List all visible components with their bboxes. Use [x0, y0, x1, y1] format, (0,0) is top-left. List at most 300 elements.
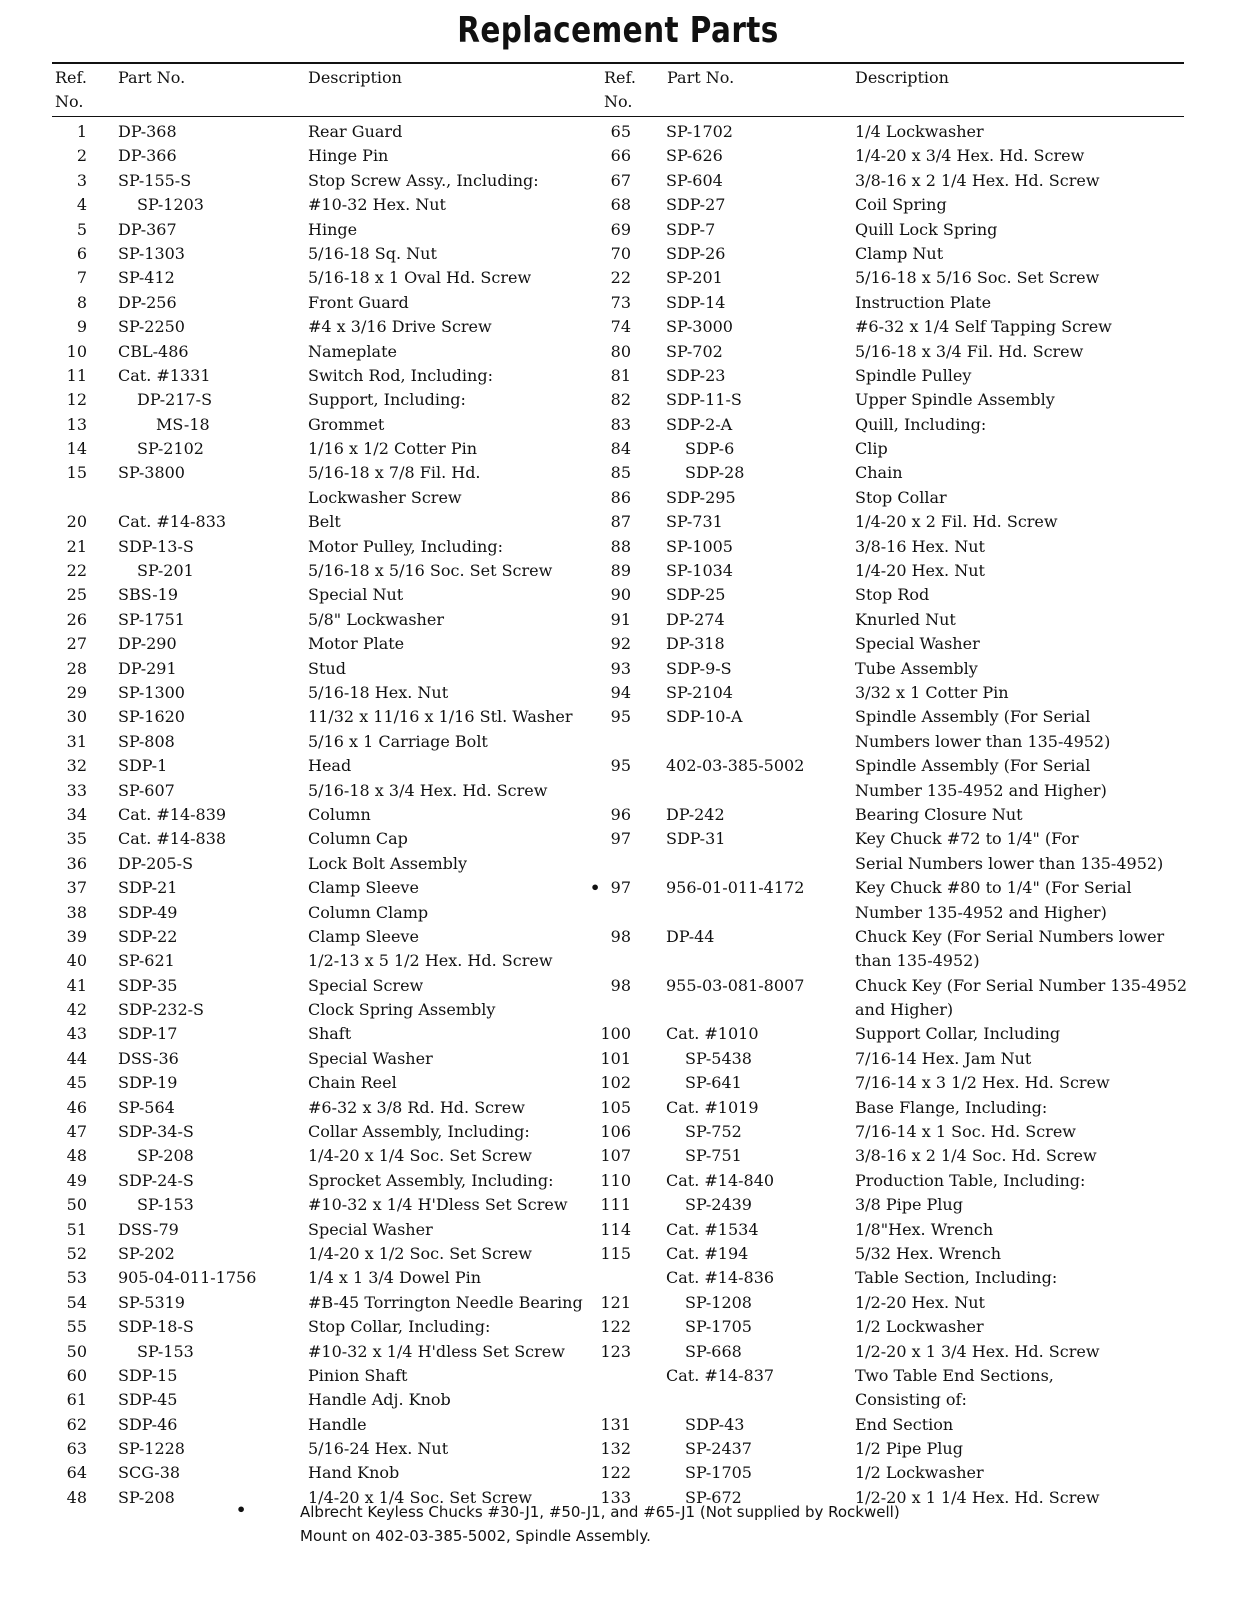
ref-number: 14: [66, 439, 87, 459]
part-description: Quill, Including:: [855, 414, 987, 434]
part-number: Cat. #14-837: [666, 1365, 775, 1385]
part-number: SP-2104: [666, 682, 733, 702]
part-description: Instruction Plate: [855, 292, 992, 312]
part-number: SP-751: [685, 1146, 742, 1166]
part-number: SP-1203: [137, 195, 204, 215]
part-description: Quill Lock Spring: [855, 219, 998, 239]
ref-number: 15: [66, 463, 87, 483]
table-row: [590, 827, 1230, 851]
part-description: Front Guard: [308, 292, 409, 312]
ref-number: 28: [66, 658, 87, 678]
part-description: Stop Screw Assy., Including:: [308, 170, 539, 190]
table-row: [0, 461, 600, 485]
ref-number: 93: [610, 658, 631, 678]
table-row: [0, 1193, 600, 1217]
part-number: SP-2102: [137, 439, 204, 459]
table-row: [590, 193, 1230, 217]
ref-number: 69: [610, 219, 631, 239]
table-row: [0, 242, 600, 266]
part-description: Number 135-4952 and Higher): [855, 780, 1107, 800]
part-number: SDP-24-S: [118, 1170, 194, 1190]
part-number: DP-44: [666, 926, 715, 946]
table-row: [590, 461, 1230, 485]
part-description: 5/16 x 1 Carriage Bolt: [308, 731, 488, 751]
ref-number: 40: [66, 951, 87, 971]
part-number: SP-208: [118, 1487, 175, 1507]
part-number: SP-1620: [118, 707, 185, 727]
ref-number: 133: [600, 1487, 631, 1507]
part-number: DP-205-S: [118, 853, 194, 873]
part-description: Serial Numbers lower than 135-4952): [855, 853, 1164, 873]
part-number: 905-04-011-1756: [118, 1268, 257, 1288]
table-row: [590, 974, 1230, 998]
part-number: Cat. #14-833: [118, 512, 227, 532]
part-description: Handle Adj. Knob: [308, 1390, 451, 1410]
part-description: Belt: [308, 512, 341, 532]
table-row: [0, 1340, 600, 1364]
part-number: SCG-38: [118, 1463, 181, 1483]
part-number: SDP-31: [666, 829, 726, 849]
right-part-header: Part No.: [667, 68, 735, 87]
header-top-rule: [52, 62, 1184, 64]
ref-number: 8: [76, 292, 87, 312]
part-number: SP-208: [137, 1146, 194, 1166]
part-description: #10-32 Hex. Nut: [308, 195, 446, 215]
ref-number: 94: [610, 682, 631, 702]
table-row: [0, 1364, 600, 1388]
part-number: SDP-18-S: [118, 1317, 194, 1337]
part-number: SP-412: [118, 268, 175, 288]
left-ref-header-line2: No.: [55, 92, 84, 111]
table-row: [0, 388, 600, 412]
ref-number: 106: [600, 1122, 631, 1142]
ref-number: 49: [66, 1170, 87, 1190]
part-number: SDP-35: [118, 975, 178, 995]
part-description: #10-32 x 1/4 H'dless Set Screw: [308, 1341, 565, 1361]
ref-number: 80: [610, 341, 631, 361]
ref-number: 53: [66, 1268, 87, 1288]
table-row: [0, 1266, 600, 1290]
part-description: Lock Bolt Assembly: [308, 853, 468, 873]
part-number: DP-242: [666, 804, 725, 824]
table-row: [0, 291, 600, 315]
table-row: [0, 1218, 600, 1242]
part-description: 1/4-20 x 1/4 Soc. Set Screw: [308, 1487, 532, 1507]
ref-number: 3: [76, 170, 87, 190]
part-description: Spindle Pulley: [855, 365, 972, 385]
right-ref-header: [604, 66, 636, 114]
part-description: 1/4-20 x 1/2 Soc. Set Screw: [308, 1243, 532, 1263]
ref-number: 34: [66, 804, 87, 824]
ref-number: 45: [66, 1073, 87, 1093]
table-row: [0, 1461, 600, 1485]
ref-number: 30: [66, 707, 87, 727]
ref-number: 110: [600, 1170, 631, 1190]
part-number: SP-2439: [685, 1195, 752, 1215]
ref-number: 132: [600, 1439, 631, 1459]
part-description: Consisting of:: [855, 1390, 967, 1410]
table-row: [590, 754, 1230, 778]
part-description: Table Section, Including:: [855, 1268, 1058, 1288]
ref-number: 41: [66, 975, 87, 995]
part-number: MS-18: [156, 414, 210, 434]
table-row: [590, 925, 1230, 949]
part-description: Column Cap: [308, 829, 408, 849]
ref-number: 62: [66, 1414, 87, 1434]
table-row: [590, 949, 1230, 973]
part-number: SP-5319: [118, 1292, 185, 1312]
left-ref-header: [55, 66, 87, 114]
ref-number: 81: [610, 365, 631, 385]
table-row: [0, 1388, 600, 1412]
part-number: DP-318: [666, 634, 725, 654]
ref-number: 121: [600, 1292, 631, 1312]
part-number: Cat. #14-839: [118, 804, 227, 824]
part-description: 7/16-14 Hex. Jam Nut: [855, 1048, 1032, 1068]
table-row: [590, 291, 1230, 315]
table-row: [0, 583, 600, 607]
ref-number: 131: [600, 1414, 631, 1434]
part-description: End Section: [855, 1414, 954, 1434]
part-number: SDP-27: [666, 195, 726, 215]
table-row: [0, 876, 600, 900]
table-row: [590, 998, 1230, 1022]
part-description: Hinge Pin: [308, 146, 389, 166]
table-row: [0, 559, 600, 583]
table-row: [0, 315, 600, 339]
ref-number: 21: [66, 536, 87, 556]
part-number: SP-201: [137, 561, 194, 581]
part-number: SDP-11-S: [666, 390, 742, 410]
part-number: SP-1228: [118, 1439, 185, 1459]
footnote-marker: •: [590, 878, 601, 898]
table-row: [590, 315, 1230, 339]
part-number: SDP-49: [118, 902, 178, 922]
part-description: 5/32 Hex. Wrench: [855, 1243, 1002, 1263]
table-row: [590, 876, 1230, 900]
part-number: SDP-21: [118, 878, 178, 898]
table-row: [590, 1242, 1230, 1266]
right-ref-header-line2: No.: [604, 92, 633, 111]
table-row: [590, 120, 1230, 144]
part-description: Coil Spring: [855, 195, 947, 215]
part-number: SP-1303: [118, 243, 185, 263]
part-number: SP-3800: [118, 463, 185, 483]
part-description: Stop Collar: [855, 487, 947, 507]
part-description: 3/8-16 Hex. Nut: [855, 536, 985, 556]
part-number: SP-1300: [118, 682, 185, 702]
table-row: [590, 1388, 1230, 1412]
part-description: 1/2-20 x 1 1/4 Hex. Hd. Screw: [855, 1487, 1100, 1507]
part-description: 5/16-18 x 7/8 Fil. Hd.: [308, 463, 481, 483]
ref-number: 92: [610, 634, 631, 654]
table-row: [0, 1291, 600, 1315]
ref-number: 84: [610, 439, 631, 459]
part-description: Clip: [855, 439, 888, 459]
part-description: #10-32 x 1/4 H'Dless Set Screw: [308, 1195, 568, 1215]
part-description: Stop Collar, Including:: [308, 1317, 491, 1337]
part-number: 955-03-081-8007: [666, 975, 805, 995]
part-description: Special Washer: [308, 1048, 433, 1068]
part-description: Two Table End Sections,: [855, 1365, 1054, 1385]
part-number: SP-153: [137, 1195, 194, 1215]
ref-number: 26: [66, 609, 87, 629]
table-row: [0, 1071, 600, 1095]
left-part-header: Part No.: [118, 68, 186, 87]
part-description: 1/4-20 Hex. Nut: [855, 561, 985, 581]
part-description: Knurled Nut: [855, 609, 956, 629]
part-number: SP-201: [666, 268, 723, 288]
part-description: 1/4-20 x 1/4 Soc. Set Screw: [308, 1146, 532, 1166]
part-number: SP-607: [118, 780, 175, 800]
table-row: [0, 266, 600, 290]
ref-number: 32: [66, 756, 87, 776]
ref-number: 9: [76, 317, 87, 337]
ref-number: 13: [66, 414, 87, 434]
part-description: 1/2 Lockwasher: [855, 1317, 984, 1337]
ref-number: 25: [66, 585, 87, 605]
table-row: [0, 657, 600, 681]
part-number: SDP-45: [118, 1390, 178, 1410]
ref-number: 4: [76, 195, 87, 215]
part-description: Head: [308, 756, 352, 776]
table-row: [590, 1364, 1230, 1388]
ref-number: 54: [66, 1292, 87, 1312]
ref-number: 82: [610, 390, 631, 410]
part-description: 5/16-24 Hex. Nut: [308, 1439, 449, 1459]
part-number: SDP-2-A: [666, 414, 733, 434]
ref-number: 101: [600, 1048, 631, 1068]
part-number: Cat. #1010: [666, 1024, 759, 1044]
part-number: SDP-28: [685, 463, 745, 483]
part-description: Motor Pulley, Including:: [308, 536, 503, 556]
part-description: 3/8-16 x 2 1/4 Soc. Hd. Screw: [855, 1146, 1097, 1166]
part-description: #6-32 x 3/8 Rd. Hd. Screw: [308, 1097, 525, 1117]
ref-number: 22: [66, 561, 87, 581]
table-row: [0, 120, 600, 144]
ref-number: 98: [610, 975, 631, 995]
ref-number: 88: [610, 536, 631, 556]
part-description: Collar Assembly, Including:: [308, 1122, 530, 1142]
table-row: [590, 1047, 1230, 1071]
left-parts-list: [0, 120, 600, 1510]
table-row: [590, 486, 1230, 510]
part-description: Chuck Key (For Serial Numbers lower: [855, 926, 1165, 946]
part-description: 3/8-16 x 2 1/4 Hex. Hd. Screw: [855, 170, 1100, 190]
ref-number: 20: [66, 512, 87, 532]
ref-number: 22: [610, 268, 631, 288]
ref-number: 70: [610, 243, 631, 263]
ref-number: 95: [610, 707, 631, 727]
table-row: [0, 681, 600, 705]
table-row: [0, 1169, 600, 1193]
table-row: [590, 1193, 1230, 1217]
part-number: Cat. #14-840: [666, 1170, 775, 1190]
part-description: Clamp Sleeve: [308, 878, 419, 898]
ref-number: 38: [66, 902, 87, 922]
ref-number: 52: [66, 1243, 87, 1263]
part-number: CBL-486: [118, 341, 189, 361]
footnote: [300, 1500, 900, 1548]
part-description: Key Chuck #72 to 1/4" (For: [855, 829, 1079, 849]
part-number: SP-668: [685, 1341, 742, 1361]
table-row: [0, 925, 600, 949]
table-row: [0, 803, 600, 827]
table-row: [590, 1266, 1230, 1290]
part-number: Cat. #194: [666, 1243, 749, 1263]
part-number: SP-641: [685, 1073, 742, 1093]
left-ref-header-line1: Ref.: [55, 68, 87, 87]
part-number: SDP-17: [118, 1024, 178, 1044]
table-row: [0, 901, 600, 925]
table-row: [590, 1413, 1230, 1437]
part-number: SP-1034: [666, 561, 733, 581]
part-description: Clock Spring Assembly: [308, 1000, 496, 1020]
part-number: SP-1705: [685, 1463, 752, 1483]
ref-number: 2: [76, 146, 87, 166]
part-description: 7/16-14 x 3 1/2 Hex. Hd. Screw: [855, 1073, 1110, 1093]
part-number: SP-202: [118, 1243, 175, 1263]
ref-number: 1: [76, 122, 87, 141]
table-row: [590, 1218, 1230, 1242]
table-row: [590, 608, 1230, 632]
part-description: Grommet: [308, 414, 385, 434]
footnote-bullet: •: [236, 1500, 247, 1519]
part-description: Clamp Nut: [855, 243, 944, 263]
table-row: [590, 437, 1230, 461]
table-row: [590, 144, 1230, 168]
part-description: 5/16-18 x 5/16 Soc. Set Screw: [855, 268, 1100, 288]
part-description: Hand Knob: [308, 1463, 400, 1483]
table-row: [0, 705, 600, 729]
ref-number: 11: [66, 365, 87, 385]
ref-number: 55: [66, 1317, 87, 1337]
part-number: SP-1005: [666, 536, 733, 556]
part-description: Tube Assembly: [855, 658, 978, 678]
table-row: [0, 510, 600, 534]
part-description: Column Clamp: [308, 902, 429, 922]
ref-number: 91: [610, 609, 631, 629]
part-description: 1/4-20 x 2 Fil. Hd. Screw: [855, 512, 1058, 532]
table-row: [590, 559, 1230, 583]
part-description: 1/2-20 x 1 3/4 Hex. Hd. Screw: [855, 1341, 1100, 1361]
part-number: SP-752: [685, 1122, 742, 1142]
part-description: Rear Guard: [308, 122, 403, 141]
part-description: 1/4 Lockwasher: [855, 122, 984, 141]
part-number: DP-217-S: [137, 390, 213, 410]
part-number: SDP-295: [666, 487, 736, 507]
part-number: DSS-36: [118, 1048, 179, 1068]
part-number: SP-5438: [685, 1048, 752, 1068]
part-number: SP-621: [118, 951, 175, 971]
table-row: [590, 169, 1230, 193]
part-description: than 135-4952): [855, 951, 980, 971]
table-row: [590, 1022, 1230, 1046]
ref-number: 29: [66, 682, 87, 702]
part-description: Sprocket Assembly, Including:: [308, 1170, 554, 1190]
part-number: DP-256: [118, 292, 177, 312]
part-number: SP-1702: [666, 122, 733, 141]
part-description: Nameplate: [308, 341, 397, 361]
ref-number: 105: [600, 1097, 631, 1117]
ref-number: 47: [66, 1122, 87, 1142]
table-row: [590, 779, 1230, 803]
part-number: 956-01-011-4172: [666, 878, 805, 898]
page-title: Replacement Parts: [457, 10, 779, 51]
table-row: [0, 340, 600, 364]
table-row: [0, 754, 600, 778]
part-description: Special Washer: [855, 634, 980, 654]
table-row: [0, 364, 600, 388]
part-description: #B-45 Torrington Needle Bearing: [308, 1292, 583, 1312]
part-number: SDP-13-S: [118, 536, 194, 556]
ref-number: 107: [600, 1146, 631, 1166]
part-description: Clamp Sleeve: [308, 926, 419, 946]
ref-number: 114: [600, 1219, 631, 1239]
part-description: 1/2 Pipe Plug: [855, 1439, 963, 1459]
ref-number: 66: [610, 146, 631, 166]
table-row: [590, 388, 1230, 412]
table-row: [590, 681, 1230, 705]
ref-number: 61: [66, 1390, 87, 1410]
table-row: [590, 1291, 1230, 1315]
ref-number: 35: [66, 829, 87, 849]
table-row: [590, 583, 1230, 607]
part-number: SDP-6: [685, 439, 735, 459]
part-number: SDP-1: [118, 756, 168, 776]
part-description: 3/8 Pipe Plug: [855, 1195, 963, 1215]
part-number: DP-366: [118, 146, 177, 166]
ref-number: 48: [66, 1146, 87, 1166]
table-row: [590, 1315, 1230, 1339]
ref-number: 48: [66, 1487, 87, 1507]
part-number: Cat. #1019: [666, 1097, 759, 1117]
ref-number: 5: [76, 219, 87, 239]
ref-number: 86: [610, 487, 631, 507]
part-description: Switch Rod, Including:: [308, 365, 493, 385]
table-row: [0, 437, 600, 461]
part-description: 5/16-18 Hex. Nut: [308, 682, 449, 702]
table-row: [0, 1242, 600, 1266]
part-number: SDP-26: [666, 243, 726, 263]
table-row: [590, 364, 1230, 388]
table-row: [0, 974, 600, 998]
part-description: Column: [308, 804, 371, 824]
table-row: [0, 779, 600, 803]
ref-number: 123: [600, 1341, 631, 1361]
table-row: [0, 1096, 600, 1120]
ref-number: 102: [600, 1073, 631, 1093]
ref-number: 39: [66, 926, 87, 946]
part-description: 11/32 x 11/16 x 1/16 Stl. Washer: [308, 707, 573, 727]
table-row: [0, 193, 600, 217]
part-description: 5/16-18 x 1 Oval Hd. Screw: [308, 268, 532, 288]
part-description: #4 x 3/16 Drive Screw: [308, 317, 492, 337]
table-row: [0, 730, 600, 754]
part-description: Numbers lower than 135-4952): [855, 731, 1111, 751]
part-description: Bearing Closure Nut: [855, 804, 1023, 824]
table-row: [0, 998, 600, 1022]
ref-number: 12: [66, 390, 87, 410]
part-description: 3/32 x 1 Cotter Pin: [855, 682, 1009, 702]
part-number: SP-1751: [118, 609, 185, 629]
ref-number: 50: [66, 1341, 87, 1361]
table-row: [0, 1315, 600, 1339]
table-row: [590, 803, 1230, 827]
table-row: [590, 657, 1230, 681]
table-row: [0, 608, 600, 632]
ref-number: 83: [610, 414, 631, 434]
